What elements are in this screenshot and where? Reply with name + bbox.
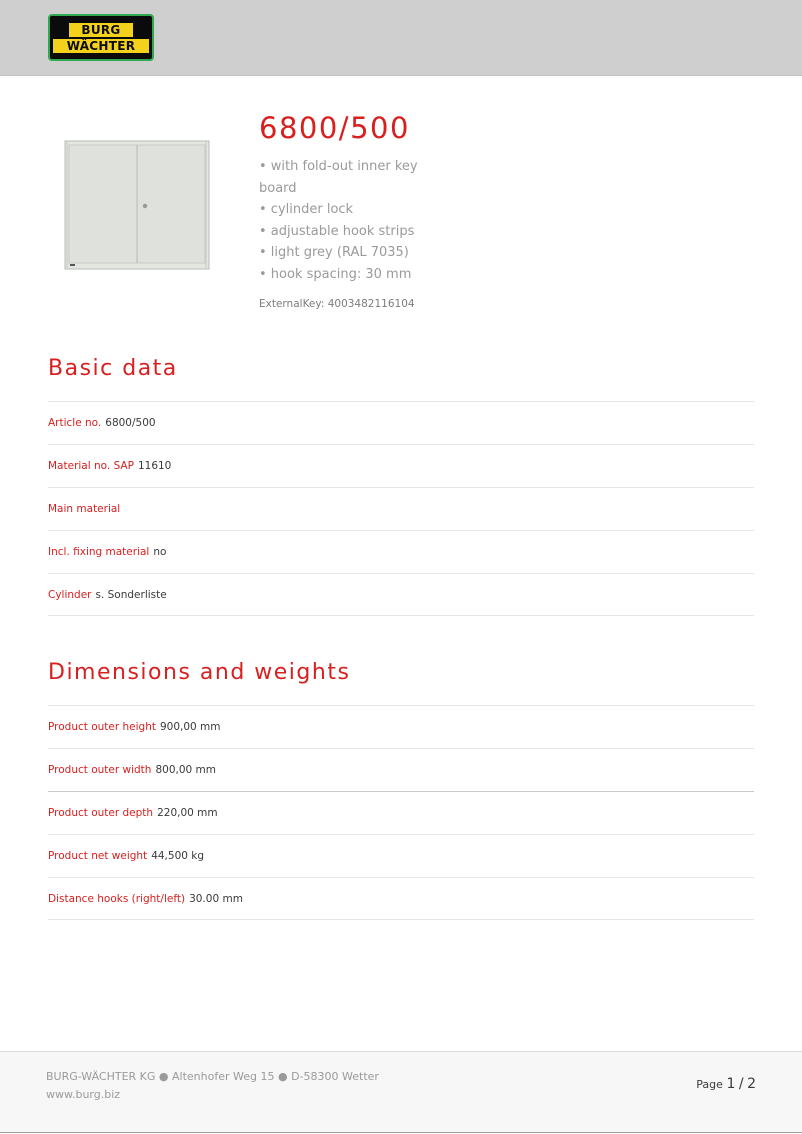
- row-value: 6800/500: [105, 417, 156, 429]
- bullet-icon: ●: [278, 1070, 288, 1083]
- feature-item: • light grey (RAL 7035): [259, 245, 409, 260]
- footer-street: Altenhofer Weg 15: [172, 1070, 275, 1083]
- table-row: [48, 530, 754, 573]
- page-current: 1: [726, 1076, 736, 1092]
- footer-city: D-58300 Wetter: [291, 1070, 379, 1083]
- row-label: Article no.: [48, 417, 102, 429]
- row-value: 220,00 mm: [157, 807, 218, 819]
- feature-item: • with fold-out inner key board: [259, 159, 418, 196]
- footer-company: BURG-WÄCHTER KG: [46, 1070, 156, 1083]
- row-label: Incl. fixing material: [48, 546, 150, 558]
- row-label: Product net weight: [48, 850, 148, 862]
- product-title: 6800/500: [259, 111, 410, 145]
- row-label: Product outer height: [48, 721, 156, 733]
- table-row: [48, 791, 754, 834]
- key-cabinet-image: [64, 140, 210, 270]
- footer-address: [46, 1068, 379, 1104]
- table-row: [48, 748, 754, 791]
- table-row: [48, 487, 754, 530]
- row-label: Main material: [48, 503, 121, 515]
- footer-website-link[interactable]: www.burg.biz: [46, 1088, 121, 1101]
- page-indicator: [696, 1076, 756, 1092]
- row-label: Product outer depth: [48, 807, 154, 819]
- row-value: 800,00 mm: [155, 764, 217, 776]
- page-total: 2: [747, 1076, 756, 1092]
- page-footer: [0, 1051, 802, 1133]
- row-value: s. Sonderliste: [95, 588, 167, 601]
- logo-text-line1: BURG: [69, 23, 133, 37]
- row-label: Distance hooks (right/left): [48, 892, 186, 905]
- row-label: Material no. SAP: [48, 460, 134, 472]
- section-title-dimensions: Dimensions and weights: [48, 660, 351, 685]
- table-row: [48, 444, 754, 487]
- row-value: no: [153, 546, 167, 558]
- row-label: Cylinder: [48, 588, 92, 601]
- feature-item: • adjustable hook strips: [259, 223, 415, 239]
- row-value: 30.00 mm: [189, 892, 243, 905]
- page-header: [0, 0, 802, 76]
- feature-item: • hook spacing: 30 mm: [259, 266, 412, 282]
- feature-item: • cylinder lock: [259, 202, 354, 217]
- bullet-icon: ●: [158, 1070, 169, 1083]
- row-label: Product outer width: [48, 764, 152, 776]
- row-value: 900,00 mm: [159, 721, 221, 733]
- burg-waechter-logo[interactable]: [48, 14, 154, 61]
- table-row: [48, 705, 754, 748]
- row-value: 44,500 kg: [151, 850, 205, 862]
- row-value: 11610: [137, 460, 172, 472]
- section-title-basic-data: Basic data: [48, 356, 178, 381]
- logo-text-line2: WÄCHTER: [53, 39, 149, 53]
- dimensions-table: [48, 705, 754, 920]
- basic-data-table: [48, 401, 754, 616]
- table-row: [48, 834, 754, 877]
- table-row: [48, 573, 754, 616]
- feature-list: [259, 156, 424, 285]
- page-separator: /: [738, 1076, 744, 1092]
- page-label: Page: [696, 1078, 723, 1091]
- table-row: [48, 877, 754, 920]
- table-row: [48, 401, 754, 444]
- external-key: ExternalKey: 4003482116104: [259, 298, 415, 310]
